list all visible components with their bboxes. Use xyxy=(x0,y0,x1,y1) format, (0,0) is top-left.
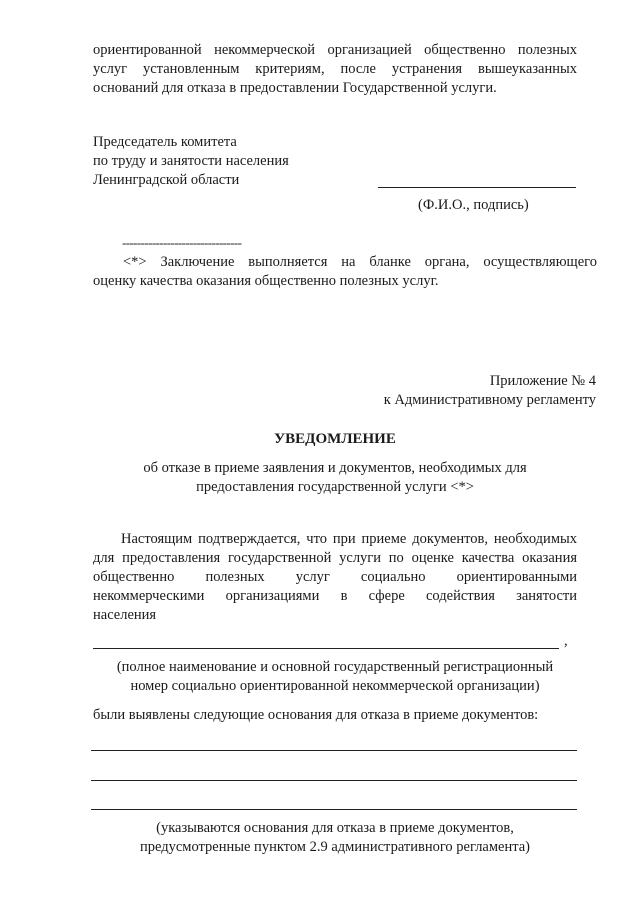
top-paragraph-line: услуг установленным критериям, после устранения вышеуказанных xyxy=(93,61,577,77)
grounds-caption-line: предусмотренные пунктом 2.9 административного регламента) xyxy=(139,839,531,855)
appendix-label xyxy=(384,372,596,410)
signatory-block xyxy=(93,133,289,190)
notice-title: УВЕДОМЛЕНИЕ xyxy=(274,431,396,447)
notice-subtitle-line: предоставления государственной услуги <*> xyxy=(196,479,474,495)
grounds-intro: были выявлены следующие основания для отказа в приеме документов: xyxy=(93,707,539,723)
signature-line xyxy=(378,187,576,188)
grounds-caption-line: (указываются основания для отказа в приеме документов, xyxy=(156,820,514,836)
footnote-line: оценку качества оказания общественно полезных услуг. xyxy=(93,273,439,289)
grounds-field-2[interactable] xyxy=(91,780,577,781)
notice-subtitle xyxy=(0,459,640,497)
top-paragraph-line: оснований для отказа в предоставлении Государственной услуги. xyxy=(93,80,497,96)
footnote xyxy=(93,253,597,291)
body-line: для предоставления государственной услуги по оценке качества оказания xyxy=(93,550,577,566)
signatory-line: Ленинградской области xyxy=(93,172,240,188)
body-line: населения xyxy=(93,607,157,623)
organization-name-field[interactable] xyxy=(93,648,559,649)
organization-caption-line: номер социально ориентированной некоммерческой организации) xyxy=(130,678,540,694)
top-paragraph-line: ориентированной некоммерческой организацией общественно полезных xyxy=(93,42,577,58)
organization-caption-line: (полное наименование и основной государственный регистрационный xyxy=(116,659,554,675)
body-line: общественно полезных услуг социально ориентированными xyxy=(93,569,577,585)
body-paragraph xyxy=(93,530,577,625)
signatory-line: по труду и занятости населения xyxy=(93,153,289,169)
signatory-line: Председатель комитета xyxy=(93,134,237,150)
grounds-field-1[interactable] xyxy=(91,750,577,751)
organization-field-comma: , xyxy=(564,633,568,649)
grounds-field-3[interactable] xyxy=(91,809,577,810)
footnote-line: <*> Заключение выполняется на бланке органа, осуществляющего xyxy=(123,254,597,270)
organization-caption xyxy=(0,658,640,696)
footnote-separator: -------------------------------- xyxy=(122,235,242,250)
appendix-regulation: к Административному регламенту xyxy=(383,392,596,408)
grounds-caption xyxy=(0,819,640,857)
body-line: некоммерческими организациями в сфере содействия занятости xyxy=(93,588,577,604)
top-paragraph xyxy=(93,41,577,98)
body-line: Настоящим подтверждается, что при приеме документов, необходимых xyxy=(121,531,577,547)
notice-subtitle-line: об отказе в приеме заявления и документов, необходимых для xyxy=(143,460,527,476)
signature-caption: (Ф.И.О., подпись) xyxy=(418,197,529,213)
appendix-number: Приложение № 4 xyxy=(489,373,596,389)
